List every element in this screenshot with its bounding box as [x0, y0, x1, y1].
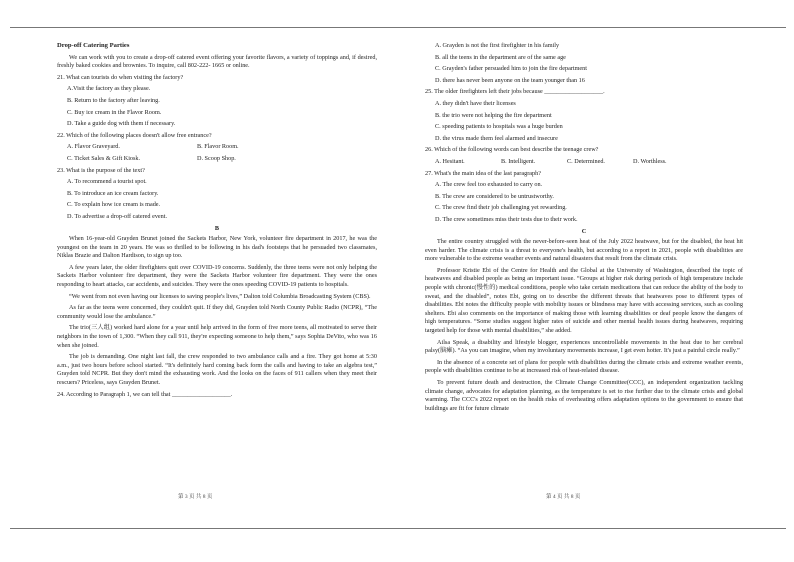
passage-c-paragraph-4: In the absence of a concrete set of plans for people with disabilities during the climate crisis and extreme weather events, people with disabilities continue to be at increased risk of heat-related disease.: [425, 358, 743, 375]
q21-option-d: D. Take a guide dog with them if necessary.: [67, 120, 176, 128]
passage-b-paragraph-4: As far as the teens were concerned, they couldn't quit. If they did, Grayden told North County Public Radio (NCPR), “The community would lose the ambulance.”: [57, 304, 377, 320]
q27-option-b: B. The crew are considered to be untrustworthy.: [435, 192, 554, 200]
q27-option-a: A. The crew feel too exhausted to carry on.: [435, 181, 543, 189]
q22-option-b: B. Flavor Room.: [197, 143, 239, 151]
right-column: [425, 42, 743, 416]
question-26: 26. Which of the following words can best describe the teenage crew?: [425, 146, 599, 154]
passage-b-paragraph-1: When 16-year-old Grayden Brunet joined the Sackets Harbor, New York, volunteer fire department in 2017, he was the youngest on the team in 20 years. He was so thrilled to be following in his dad's footsteps that he persuaded two classmates, Niklas Brazie and Dalton Hardison, to sign up too.: [57, 235, 377, 260]
q25-option-c: C. speeding patients to hospitals was a huge burden: [435, 123, 563, 131]
q21-option-b: B. Return to the factory after leaving.: [67, 96, 160, 104]
intro-paragraph: We can work with you to create a drop-off catered event offering your favorite flavors, a variety of toppings and, if desired, freshly baked cookies and brownies. To inquire, call 802-222- 1665 or online.: [57, 53, 377, 70]
q22-options-row-2: [67, 155, 377, 164]
passage-b-paragraph-3: “We went from not even having our licenses to saving people's lives,” Dalton told Columbia Broadcasting System (CBS).: [69, 292, 371, 300]
q26-option-a: A. Hesitant.: [435, 157, 465, 165]
q24-option-b: B. all the teens in the department are of the same age: [435, 53, 566, 61]
section-title: Drop-off Catering Parties: [57, 42, 130, 49]
q25-option-a: A. they didn't have their licenses: [435, 99, 516, 107]
q26-option-d: D. Worthless.: [633, 157, 667, 165]
question-23: 23. What is the purpose of the text?: [57, 166, 145, 174]
q25-option-d: D. the virus made them feel alarmed and insecure: [435, 134, 558, 142]
q27-option-d: D. The crew sometimes miss their tests due to their work.: [435, 215, 578, 223]
q23-option-c: C. To explain how ice cream is made.: [67, 201, 161, 209]
passage-b-paragraph-6: The job is demanding. One night last fall, the crew responded to two ambulance calls and a fire. They got home at 5:30 a.m., just two hours before school started. “It's definitely hard coming back form the calls and having to take an algebra test,” Grayden told NCPR. But they don't mind the exhausting work. And the looks on the faces of 911 callers when they meet their rescuers? Priceless, says Grayden Brunet.: [57, 353, 377, 386]
q22-option-c: C. Ticket Sales & Gift Kiosk.: [67, 154, 141, 162]
q21-option-c: C. Buy ice cream in the Flavor Room.: [67, 108, 162, 116]
left-column: [57, 42, 377, 402]
top-rule: [10, 27, 786, 28]
question-22: 22. Which of the following places doesn't allow free entrance?: [57, 131, 212, 139]
q21-option-a: A.Visit the factory as they please.: [67, 85, 151, 93]
passage-c-paragraph-3: Ailsa Speak, a disability and lifestyle blogger, experiences uncontrollable movements in the heat due to her cerebral palsy(脑瘫). “As you can imagine, when my involuntary movements increase, I get even hotter. It's just a painful circle really.”: [425, 338, 743, 355]
q22-options-row-1: [67, 143, 377, 152]
question-21: 21. What can tourists do when visiting the factory?: [57, 73, 184, 81]
q26-option-b: B. Intelligent.: [501, 157, 536, 165]
q26-option-c: C. Determined.: [567, 157, 605, 165]
q27-option-c: C. The crew find their job challenging yet rewarding.: [435, 204, 567, 212]
page-number-left: 第 3 页 共 8 页: [178, 494, 213, 500]
passage-c-paragraph-5: To prevent future death and destruction, the Climate Change Committee(CCC), an independent organization tackling climate change, advocates for adaptation planning, as the temperature is set to rise further due to the climate crisis and global warming. The CCC's 2022 report on the health risks of overheating offers adaptation options to the government to ensure that buildings are fit for future climate: [425, 379, 743, 412]
q23-option-b: B. To introduce an ice cream factory.: [67, 189, 159, 197]
question-24: 24. According to Paragraph 1, we can tell that ___________________.: [57, 390, 233, 398]
question-25: 25. The older firefighters left their jobs because ___________________.: [425, 88, 605, 96]
q22-option-a: A. Flavor Graveyard.: [67, 143, 120, 151]
q25-option-b: B. the trio were not helping the fire department: [435, 111, 552, 119]
q22-option-d: D. Scoop Shop.: [197, 154, 236, 162]
passage-b-paragraph-5: The trio(三人组) worked hard alone for a year until help arrived in the form of five more teens, all motivated to serve their neighbors in the town of 1,300. “When they call 911, they're expecting someone to help them,” says Sophia DeVito, who was 16 when she joined.: [57, 324, 377, 349]
passage-b-paragraph-2: A few years later, the older firefighters quit over COVID-19 concerns. Suddenly, the three teens were not only helping the Sackets Harbor volunteer fire department, they were the Sackets Harbor volunteer fire department. They were the ones responding to heart attacks, car accidents, and suicides. They were the ones speeding COVID-19 patients to hospitals.: [57, 263, 377, 289]
passage-c-paragraph-1: The entire country struggled with the never-before-seen heat of the July 2022 heatwave, but for the disabled, the heat hit even harder. The climate crisis is a threat to everyone's health, but according to a report in 2021, people with disabilities are more vulnerable to the extreme weather events and natural disasters that result from the climate crisis.: [425, 238, 743, 263]
passage-c-paragraph-2: Professor Kristie Ebi of the Centre for Health and the Global at the University of Washington, described the topic of heatwaves and disabled people as being an important issue. “Groups at higher risk during periods of high temperature include people with chronic(慢性的) medical conditions, people who take certain medications that can reduce the ability of the body to sweat, and the disabled”, notes Ebi, going on to describe the different threats that heatwaves pose to different types of disabilities. Ebi notes the difficulty people with mobility issues or blindness may have with accessing services, such as cooling shelters. Ebi also comments on the importance of making those with learning disabilities or deaf people know the dangers of high temperatures. “Some studies suggest higher rates of suicide and other mental health issues during heatwaves, requiring targeted help for those with mental disabilities,” she added.: [425, 266, 743, 335]
q26-options-row: [435, 158, 743, 167]
section-b-heading: B: [214, 224, 220, 232]
q24-option-c: C. Grayden's father persuaded him to join the fire department: [435, 65, 587, 73]
page-number-right: 第 4 页 共 8 页: [546, 494, 581, 500]
question-27: 27. What's the main idea of the last paragraph?: [425, 169, 541, 177]
bottom-rule: [10, 528, 786, 529]
q23-option-a: A. To recommend a tourist spot.: [67, 178, 147, 186]
section-c-heading: C: [581, 227, 587, 235]
q24-option-a: A. Grayden is not the first firefighter in his family: [435, 42, 560, 49]
q24-option-d: D. there has never been anyone on the team younger than 16: [435, 76, 585, 84]
q23-option-d: D. To advertise a drop-off catered event.: [67, 212, 168, 220]
